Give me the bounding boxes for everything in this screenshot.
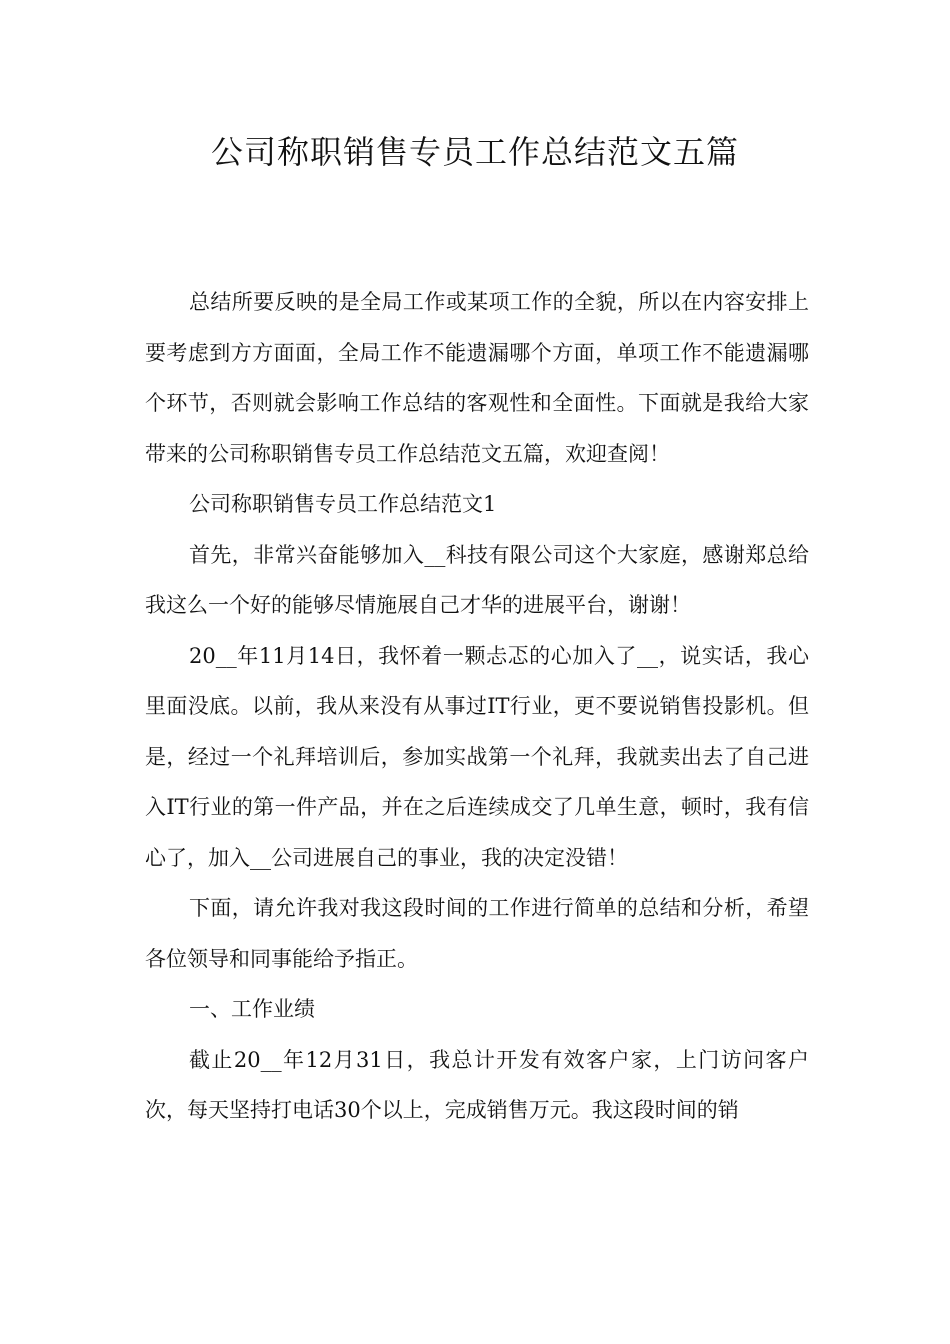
body-paragraph: 下面，请允许我对我这段时间的工作进行简单的总结和分析，希望各位领导和同事能给予指正。 (145, 896, 809, 971)
body-paragraph: 20__年11月14日，我怀着一颗忐忑的心加入了__，说实话，我心里面没底。以前，我从来没有从事过IT行业，更不要说销售投影机。但是，经过一个礼拜培训后，参加实战第一个礼拜，我就卖出去了自己进入IT行业的第一件产品，并在之后连续成交了几单生意，顿时，我有信心了，加入__公司进展自己的事业，我的决定没错！ (145, 643, 809, 870)
document-body (145, 277, 809, 1136)
section-heading-work-performance: 一、工作业绩 (189, 997, 315, 1021)
body-paragraph: 首先，非常兴奋能够加入__科技有限公司这个大家庭，感谢郑总给我这么一个好的能够尽情施展自己才华的进展平台，谢谢！ (145, 542, 809, 617)
body-paragraph: 截止20__年12月31日，我总计开发有效客户家，上门访问客户次，每天坚持打电话30个以上，完成销售万元。我这段时间的销 (145, 1047, 809, 1122)
document-title: 公司称职销售专员工作总结范文五篇 (210, 133, 739, 171)
intro-paragraph: 总结所要反映的是全局工作或某项工作的全貌，所以在内容安排上要考虑到方方面面，全局工作不能遗漏哪个方面，单项工作不能遗漏哪个环节，否则就会影响工作总结的客观性和全面性。下面就是我给大家带来的公司称职销售专员工作总结范文五篇，欢迎查阅！ (145, 290, 809, 466)
section-heading-article-1: 公司称职销售专员工作总结范文1 (189, 492, 497, 516)
